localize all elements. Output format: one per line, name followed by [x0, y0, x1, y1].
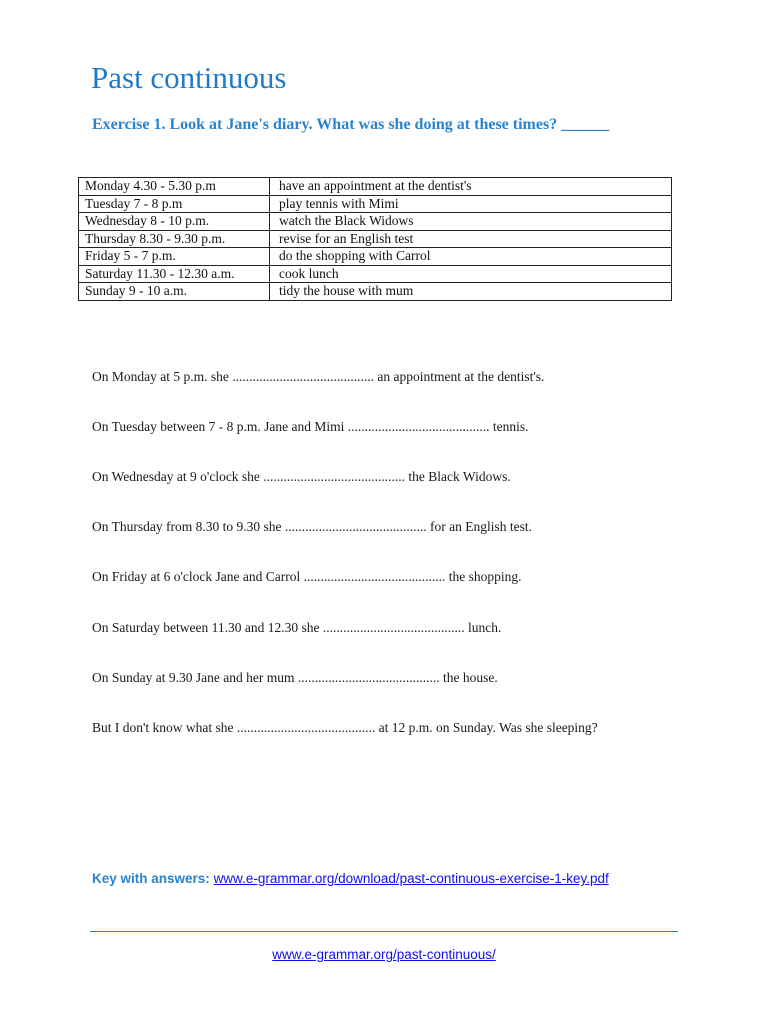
diary-activity-cell: play tennis with Mimi [270, 195, 672, 213]
diary-table [78, 177, 672, 301]
table-row [79, 178, 672, 196]
diary-day-cell: Tuesday 7 - 8 p.m [79, 195, 270, 213]
table-row [79, 213, 672, 231]
diary-activity-cell: do the shopping with Carrol [270, 248, 672, 266]
diary-activity-cell: tidy the house with mum [270, 283, 672, 301]
footer [0, 946, 768, 964]
diary-activity-cell: revise for an English test [270, 230, 672, 248]
footer-site-link[interactable]: www.e-grammar.org/past-continuous/ [272, 947, 496, 962]
table-row [79, 283, 672, 301]
exercise-sentence-saturday: On Saturday between 11.30 and 12.30 she .......................................... lunch. [92, 620, 502, 635]
exercise-sentence-final-question: But I don't know what she ......................................... at 12 p.m. on Sunday. Was she sleeping? [92, 720, 598, 735]
diary-day-cell: Wednesday 8 - 10 p.m. [79, 213, 270, 231]
exercise-sentence-wednesday: On Wednesday at 9 o'clock she .......................................... the Black Widows. [92, 469, 511, 484]
table-row [79, 265, 672, 283]
exercise-sentence-monday: On Monday at 5 p.m. she .......................................... an appointment at the dentist's. [92, 369, 545, 384]
diary-activity-cell: watch the Black Widows [270, 213, 672, 231]
table-row [79, 195, 672, 213]
answer-key-line [92, 870, 609, 888]
exercise-sentence-friday: On Friday at 6 o'clock Jane and Carrol .......................................... the shopping. [92, 569, 522, 584]
exercise-sentence-tuesday: On Tuesday between 7 - 8 p.m. Jane and Mimi .......................................... tennis. [92, 419, 529, 434]
table-row [79, 230, 672, 248]
answer-key-link[interactable]: www.e-grammar.org/download/past-continuous-exercise-1-key.pdf [213, 871, 609, 886]
diary-day-cell: Friday 5 - 7 p.m. [79, 248, 270, 266]
diary-day-cell: Sunday 9 - 10 a.m. [79, 283, 270, 301]
page-title: Past continuous [91, 60, 287, 95]
diary-day-cell: Monday 4.30 - 5.30 p.m [79, 178, 270, 196]
diary-activity-cell: cook lunch [270, 265, 672, 283]
footer-divider [90, 931, 678, 932]
exercise-sentence-thursday: On Thursday from 8.30 to 9.30 she .......................................... for an English test. [92, 519, 532, 534]
exercise-heading: Exercise 1. Look at Jane's diary. What was she doing at these times? ______ [92, 116, 610, 133]
diary-activity-cell: have an appointment at the dentist's [270, 178, 672, 196]
exercise-sentence-sunday: On Sunday at 9.30 Jane and her mum .......................................... the house. [92, 670, 498, 685]
table-row [79, 248, 672, 266]
answer-key-label: Key with answers: [92, 871, 210, 886]
diary-day-cell: Saturday 11.30 - 12.30 a.m. [79, 265, 270, 283]
diary-day-cell: Thursday 8.30 - 9.30 p.m. [79, 230, 270, 248]
